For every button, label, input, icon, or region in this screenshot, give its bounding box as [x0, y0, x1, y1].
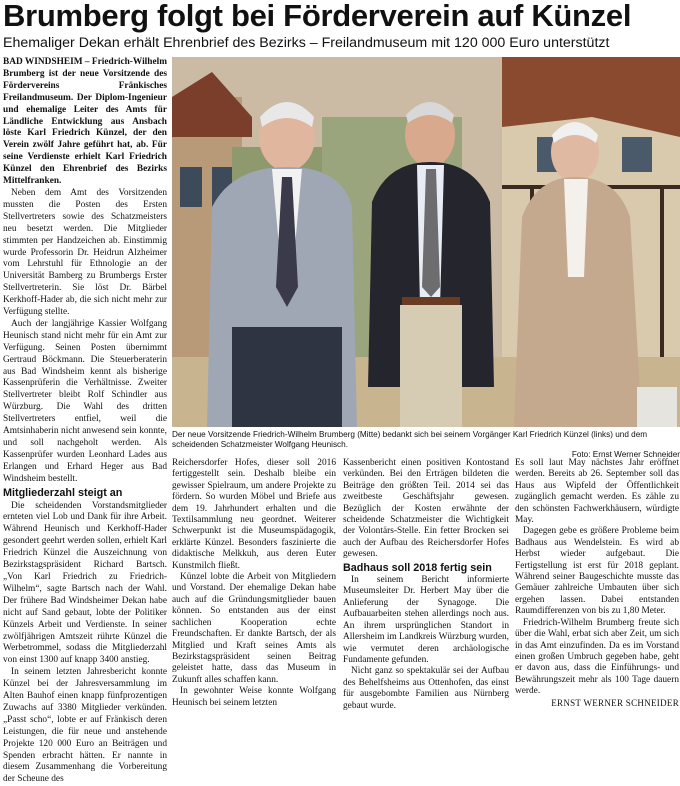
column-4	[515, 458, 679, 709]
paragraph: Friedrich-Wilhelm Brumberg freute sich über die Wahl, erbat sich aber Zeit, um sich in das Amt einzufinden. Da es im Vorstand einen großen Umbruch gegeben habe, geht er davon aus, dass die Einführungs- und Bewährungszeit mehr als 100 Tage dauern werde.	[515, 617, 679, 697]
paragraph: Nicht ganz so spektakulär sei der Aufbau des Behelfsheims aus Ottenhofen, das einst für ausgebombte Familien aus Nürnberg gebaut wurde.	[343, 666, 509, 711]
column-3	[343, 458, 509, 712]
photo-illustration	[172, 57, 680, 427]
caption-text: Der neue Vorsitzende Friedrich-Wilhelm Brumberg (Mitte) bedankt sich bei seinem Vorgänger Karl Friedrich Künzel (links) und dem scheidenden Schatzmeister Wolfgang Heunisch.	[172, 430, 648, 449]
subheadline: Ehemaliger Dekan erhält Ehrenbrief des Bezirks – Freilandmuseum mit 120 000 Euro unterstützt	[3, 35, 610, 51]
paragraph: In gewohnter Weise konnte Wolfgang Heunisch bei seinem letzten	[172, 686, 336, 708]
paragraph: Dagegen gebe es größere Probleme beim Badhaus aus Wendelstein. Es wird ab Herbst wieder aufgebaut. Die Fertigstellung ist erst für 2018 geplant. Während seiner Baugeschichte musste das Gemäuer zahlreiche Umbauten über sich ergehen lassen. Dabei entstanden Raumdifferenzen von bis zu 1,80 Meter.	[515, 526, 679, 617]
paragraph: Neben dem Amt des Vorsitzenden mussten die Posten des Ersten Stellvertreters sowie des Schatzmeisters neu besetzt werden. Die Mitglieder stimmten per Handzeichen ab. Einstimmig wurde Professorin Dr. Heidrun Alzheimer vom Lehrstuhl für Ethnologie an der Universität Bamberg zu Brumbergs Erster Stellvertreterin. Sie löst Dr. Bärbel Kerkhoff-Hader ab, die sich nicht mehr zur Verfügung stellte.	[3, 187, 167, 318]
column-1	[3, 57, 167, 786]
headline: Brumberg folgt bei Förderverein auf Künzel	[3, 0, 632, 33]
paragraph: Es soll laut May nächstes Jahr eröffnet werden. Bereits ab 26. September soll das Haus aus Wipfeld der Öffentlichkeit zugänglich gemacht werden. Es zähle zu den schönsten Fachwerkhäusern, würdigte May.	[515, 458, 679, 526]
paragraph: Kassenbericht einen positiven Kontostand verkünden. Bei den Erträgen bildeten die Beiträge den größten Teil. 2014 sei das zweitbeste Geschäftsjahr gewesen. Bezüglich der Kosten erwähnte der scheidende Schatzmeister die Wichtigkeit der Volontärs-Stelle. Ein fetter Brocken sei auch der Aufbau des Reichersdorfer Hofes gewesen.	[343, 458, 509, 560]
paragraph: In seinem Bericht informierte Museumsleiter Dr. Herbert May über die Anlieferung der Synagoge. Die Aufbauarbeiten stehen allerdings noch aus. An ihrem ursprünglichen Standort in Allersheim im Landkreis Würzburg wurden, wie vermutet deren archäologische Fundamente gefunden.	[343, 575, 509, 665]
author-signature: ERNST WERNER SCHNEIDER	[551, 697, 679, 708]
photo-credit: Foto: Ernst Werner Schneider	[571, 450, 680, 459]
photo-caption	[172, 430, 680, 460]
column-2	[172, 458, 336, 709]
paragraph: Die scheidenden Vorstandsmitglieder ernteten viel Lob und Dank für ihre Arbeit. Während Heunisch und Kerkhoff-Hader gesondert geehrt werden sollen, erhielt Karl Friedrich Künzel die Auszeichnung von Bezirkstagspräsident Richard Bartsch. „Von Karl Friedrich zu Friedrich-Wilhelm“, sagte Bartsch nach der Wahl. Der frühere Bad Windsheimer Dekan habe nicht auf Sand gebaut, lobte der Politiker Künzels Arbeit und Verdienste. In seiner zwölfjährigen Amtszeit rührte Künzel die Werbetrommel, sodass die Mitgliederzahl von einst 1300 auf knapp 3400 anstieg.	[3, 500, 167, 666]
subheading: Mitgliederzahl steigt an	[3, 486, 123, 499]
paragraph: In seinem letzten Jahresbericht konnte Künzel bei der Jahresversammlung im Alten Bauhof einen knapp fünfprozentigen Zuwachs auf 3380 Mitglieder verkünden. „Passt scho“, lobte er auf Fränkisch deren Leistungen, die für neue und anstehende Projekte 120 000 Euro an Beiträgen und Spenden erbracht hätten. Er nannte in diesem Zusammenhang die Vorbereitung der Scheune des	[3, 667, 167, 785]
paragraph: Reichersdorfer Hofes, dieser soll 2016 fertiggestellt sein. Deshalb bleibe ein gewisser Spielraum, um andere Projekte zu fördern. So wurden Möbel und Briefe aus dem 19. Jahrhundert erhalten und die Textilsammlung neu geordnet. Weiterer Schwerpunkt ist die Museumspädagogik, erklärte Künzel. Besonders faszinierte die didaktische Melkkuh, aus deren Euter Kunstmilch fließt.	[172, 458, 336, 571]
lead-paragraph: BAD WINDSHEIM – Friedrich-Wilhelm Brumberg ist der neue Vorsitzende des Fördervereins Fränkisches Freilandmuseum. Der Diplom-Ingenieur und ehemalige Leiter des Amts für Ländliche Entwicklung aus Ansbach löste Karl Friedrich Künzel, der den Verein zwölf Jahre geführt hat, ab. Für seine Verdienste erhielt Karl Friedrich Künzel den Ehrenbrief des Bezirks Mittelfranken.	[3, 57, 167, 187]
article-photo	[172, 57, 680, 427]
subheading: Badhaus soll 2018 fertig sein	[343, 561, 492, 574]
paragraph: Künzel lobte die Arbeit von Mitgliedern und Vorstand. Der ehemalige Dekan habe auch auf die Gründungsmitglieder bauen können. So entstanden aus der einst sachlichen Kooperation echte Freundschaften. Er dankte Bartsch, der als Mitglied und Kraft seines Amts als Bezirkstagspräsident seinen Beitrag geleistet hatte, dass das Museum in Zukunft alles schaffen kann.	[172, 572, 336, 685]
paragraph: Auch der langjährige Kassier Wolfgang Heunisch stand nicht mehr für ein Amt zur Verfügung. Seinen Posten übernimmt Gertraud Böckmann. Die Steuerberaterin aus Bad Windsheim kennt als bisherige Kassenprüferin die Verhältnisse. Zweiter Stellvertreter bleibt Rolf Schindler aus Würzburg. Die Wahl des dritten Stellvertreters entfiel, weil die Amtsinhaberin nicht anwesend sein konnte, und soll nachgeholt werden. Als Kassenprüfer wurden Leonhard Lades aus Erlangen und Erhard Heger aus Bad Windsheim bestellt.	[3, 318, 167, 484]
